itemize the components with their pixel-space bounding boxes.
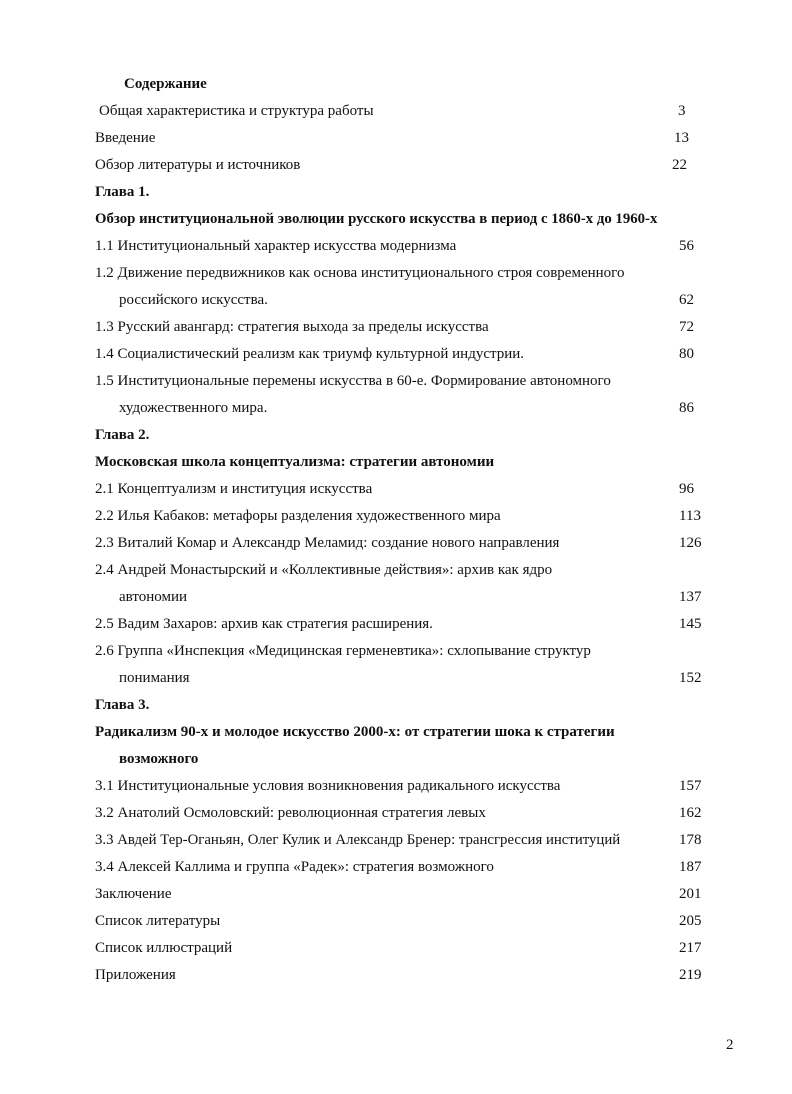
toc-entry-page: 162 xyxy=(679,805,702,821)
toc-entry-text: 1.4 Социалистический реализм как триумф культурной индустрии. xyxy=(95,346,525,362)
toc-entry-page: 145 xyxy=(679,616,702,632)
toc-entry-page: 96 xyxy=(679,481,694,497)
toc-entry-text: художественного мира. xyxy=(119,400,268,416)
toc-entry-page: 205 xyxy=(679,913,702,929)
chapter-label: Глава 3. xyxy=(95,697,150,713)
toc-entry-text: Список литературы xyxy=(95,913,221,929)
chapter-title: возможного xyxy=(119,751,199,767)
toc-entry-text: Приложения xyxy=(95,967,176,983)
toc-entry-text: 3.1 Институциональные условия возникновения радикального искусства xyxy=(95,778,561,794)
chapter-label: Глава 2. xyxy=(95,427,150,443)
toc-entry-page: 152 xyxy=(679,670,702,686)
chapter-title: Радикализм 90-х и молодое искусство 2000-х: от стратегии шока к стратегии xyxy=(95,724,615,740)
toc-entry-page: 80 xyxy=(679,346,694,362)
toc-entry-text: Список иллюстраций xyxy=(95,940,233,956)
toc-entry-text: 3.4 Алексей Каллима и группа «Радек»: стратегия возможного xyxy=(95,859,494,875)
toc-entry-text: 1.5 Институциональные перемены искусства в 60-е. Формирование автономного xyxy=(95,373,611,389)
toc-entry-page: 113 xyxy=(679,508,701,524)
toc-entry-text: Введение xyxy=(95,130,156,146)
toc-entry-text: 1.2 Движение передвижников как основа институционального строя современного xyxy=(95,265,625,281)
toc-entry-page: 157 xyxy=(679,778,702,794)
chapter-title: Московская школа концептуализма: стратегии автономии xyxy=(95,454,495,470)
toc-entry-text: 2.6 Группа «Инспекция «Медицинская герменевтика»: схлопывание структур xyxy=(95,643,591,659)
toc-entry-page: 13 xyxy=(674,130,689,146)
toc-entry-page: 72 xyxy=(679,319,694,335)
chapter-label: Глава 1. xyxy=(95,184,150,200)
toc-entry-page: 126 xyxy=(679,535,702,551)
toc-entry-page: 86 xyxy=(679,400,694,416)
page-number: 2 xyxy=(726,1037,734,1053)
toc-entry-text: 3.3 Авдей Тер-Оганьян, Олег Кулик и Александр Бренер: трансгрессия институций xyxy=(95,832,621,848)
toc-entry-text: 2.5 Вадим Захаров: архив как стратегия расширения. xyxy=(95,616,433,632)
toc-entry-text: 3.2 Анатолий Осмоловский: революционная стратегия левых xyxy=(95,805,486,821)
toc-entry-text: Заключение xyxy=(95,886,172,902)
toc-entry-page: 137 xyxy=(679,589,702,605)
toc-entry-page: 187 xyxy=(679,859,702,875)
toc-entry-text: Обзор литературы и источников xyxy=(95,157,301,173)
toc-entry-page: 3 xyxy=(678,103,686,119)
toc-entry-text: 1.1 Институциональный характер искусства модернизма xyxy=(95,238,457,254)
toc-entry-page: 178 xyxy=(679,832,702,848)
toc-entry-page: 62 xyxy=(679,292,694,308)
toc-entry-text: автономии xyxy=(119,589,188,605)
toc-entry-text: 2.4 Андрей Монастырский и «Коллективные действия»: архив как ядро xyxy=(95,562,553,578)
toc-entry-page: 201 xyxy=(679,886,702,902)
toc-entry-text: Общая характеристика и структура работы xyxy=(99,103,374,119)
toc-entry-page: 22 xyxy=(672,157,687,173)
toc-entry-text: 2.1 Концептуализм и институция искусства xyxy=(95,481,373,497)
toc-entry-page: 56 xyxy=(679,238,694,254)
toc-heading: Содержание xyxy=(124,76,207,92)
toc-entry-text: 2.2 Илья Кабаков: метафоры разделения художественного мира xyxy=(95,508,501,524)
toc-entry-page: 219 xyxy=(679,967,702,983)
toc-entry-text: российского искусства. xyxy=(119,292,268,308)
toc-entry-page: 217 xyxy=(679,940,702,956)
toc-entry-text: понимания xyxy=(119,670,190,686)
toc-entry-text: 1.3 Русский авангард: стратегия выхода за пределы искусства xyxy=(95,319,489,335)
toc-entry-text: 2.3 Виталий Комар и Александр Меламид: создание нового направления xyxy=(95,535,560,551)
chapter-title: Обзор институциональной эволюции русского искусства в период с 1860-х до 1960-х xyxy=(95,211,658,227)
